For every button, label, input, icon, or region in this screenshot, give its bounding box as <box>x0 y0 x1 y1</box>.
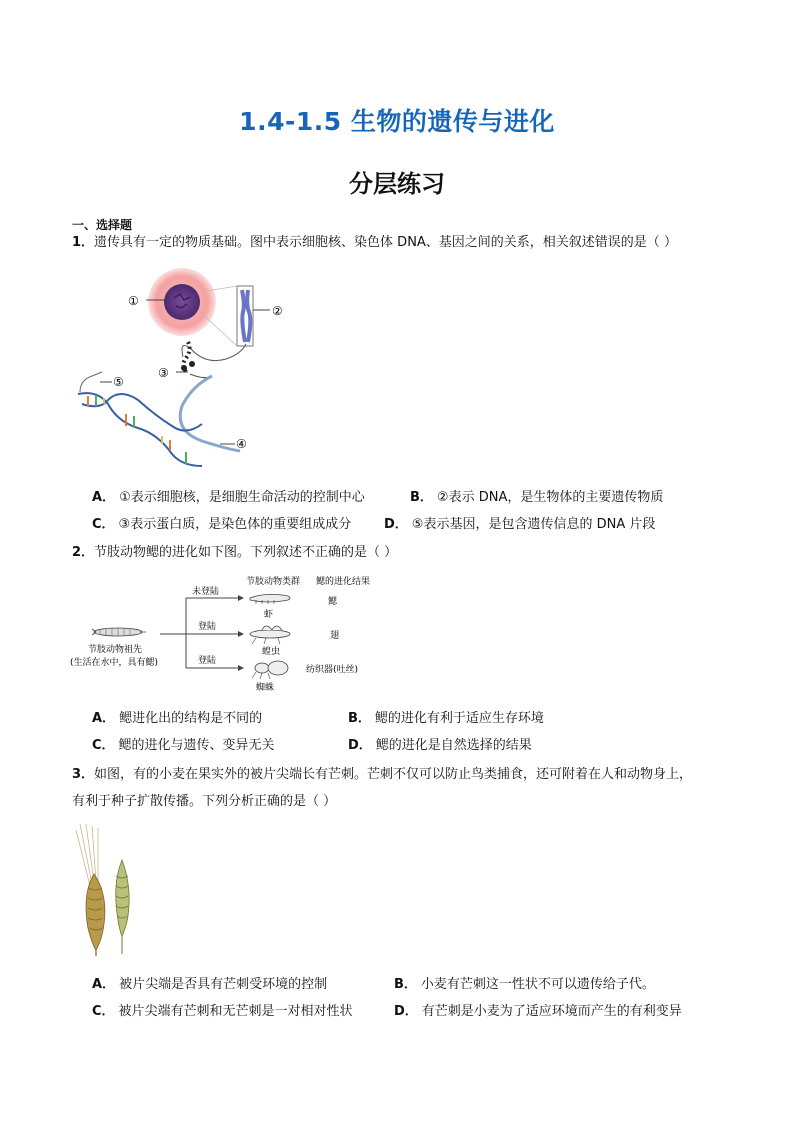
figure-label-5: ⑤ <box>113 375 124 389</box>
figure-label-3: ③ <box>158 366 169 380</box>
animal-label-2: 蝗虫 <box>262 647 281 657</box>
branch-label-2: 登陆 <box>198 622 217 632</box>
q1-option-d[interactable] <box>384 515 655 535</box>
question-1-stem <box>72 230 752 255</box>
figure-label-2: ② <box>272 304 283 318</box>
question-3-stem-line1 <box>72 762 752 787</box>
q3-option-d[interactable] <box>394 1002 682 1022</box>
branch-label-1: 未登陆 <box>192 587 220 597</box>
question-number: 2． <box>72 545 95 560</box>
q2-option-c[interactable] <box>92 736 275 756</box>
figure-label-4: ④ <box>236 437 247 451</box>
nucleus-shape <box>164 284 200 320</box>
option-letter: A． <box>92 490 116 505</box>
shrimp-icon <box>250 594 290 604</box>
result-label-1: 鳃 <box>328 597 338 607</box>
question-text: 如图，有的小麦在果实外的被片尖端长有芒刺。芒刺不仅可以防止鸟类捕食，还可附着在人和动物身上， <box>94 767 693 782</box>
section-heading: 一、选择题 <box>72 218 133 232</box>
option-text: ③表示蛋白质，是染色体的重要组成成分 <box>118 517 352 532</box>
q1-option-b[interactable] <box>410 488 663 508</box>
ancestor-note: (生活在水中，具有鳃) <box>70 658 159 668</box>
question-2-stem <box>72 540 752 565</box>
option-text: 鳃的进化有利于适应生存环境 <box>374 711 544 726</box>
locust-icon <box>250 626 290 644</box>
branch-label-3: 登陆 <box>198 656 217 666</box>
q1-option-a[interactable] <box>92 488 365 508</box>
option-letter: B． <box>394 977 417 992</box>
q3-option-b[interactable] <box>394 975 655 995</box>
chromosome-dna-figure <box>70 264 290 474</box>
ancestor-label: 节肢动物祖先 <box>88 645 143 655</box>
option-letter: D． <box>394 1004 418 1019</box>
animal-label-1: 虾 <box>264 610 274 620</box>
gill-evolution-figure <box>66 572 386 696</box>
option-letter: B． <box>410 490 433 505</box>
option-text: 小麦有芒刺这一性状不可以遗传给子代。 <box>420 977 655 992</box>
option-text: 有芒刺是小麦为了适应环境而产生的有利变异 <box>421 1004 682 1019</box>
option-text: ①表示细胞核，是细胞生命活动的控制中心 <box>119 490 365 505</box>
spider-icon <box>252 661 288 679</box>
option-letter: C． <box>92 1004 115 1019</box>
option-letter: C． <box>92 517 115 532</box>
question-text: 有利于种子扩散传播。下列分析正确的是（ ） <box>72 794 337 809</box>
option-text: ⑤表示基因，是包含遗传信息的 DNA 片段 <box>411 517 656 532</box>
option-text: ②表示 DNA，是生物体的主要遗传物质 <box>436 490 664 505</box>
question-3-stem-line2 <box>72 789 752 814</box>
option-text: 被片尖端有芒刺和无芒刺是一对相对性状 <box>118 1004 353 1019</box>
option-text: 鳃的进化是自然选择的结果 <box>375 738 532 753</box>
awnless-wheat-shape <box>116 860 129 954</box>
awned-wheat-shape <box>76 824 105 956</box>
q2-option-a[interactable] <box>92 709 262 729</box>
wheat-figure <box>70 824 142 956</box>
figure-label-1: ① <box>128 294 139 308</box>
page-title: 1.4-1.5 生物的遗传与进化 <box>239 107 555 136</box>
q1-option-c[interactable] <box>92 515 351 535</box>
option-letter: C． <box>92 738 115 753</box>
ancestor-shape <box>92 628 146 636</box>
question-text: 节肢动物鳃的进化如下图。下列叙述不正确的是（ ） <box>94 545 398 560</box>
page-subtitle: 分层练习 <box>349 170 445 198</box>
q2-option-d[interactable] <box>348 736 532 756</box>
header-group: 节肢动物类群 <box>246 577 301 587</box>
q3-option-a[interactable] <box>92 975 327 995</box>
option-letter: D． <box>348 738 372 753</box>
header-result: 鳃的进化结果 <box>316 577 371 587</box>
option-text: 被片尖端是否具有芒刺受环境的控制 <box>119 977 328 992</box>
option-text: 鳃进化出的结构是不同的 <box>119 711 263 726</box>
option-letter: D． <box>384 517 408 532</box>
result-label-3: 纺织器(吐丝) <box>306 665 359 675</box>
animal-label-3: 蜘蛛 <box>256 683 275 693</box>
q3-option-c[interactable] <box>92 1002 353 1022</box>
q2-option-b[interactable] <box>348 709 544 729</box>
option-text: 鳃的进化与遗传、变异无关 <box>118 738 275 753</box>
option-letter: B． <box>348 711 371 726</box>
result-label-2: 翅 <box>330 631 340 641</box>
chromosome-shape <box>242 290 250 342</box>
option-letter: A． <box>92 977 116 992</box>
question-number: 1． <box>72 235 95 250</box>
question-number: 3． <box>72 767 95 782</box>
option-letter: A． <box>92 711 116 726</box>
question-text: 遗传具有一定的物质基础。图中表示细胞核、染色体 DNA、基因之间的关系，相关叙述错误的是（ ） <box>94 235 677 250</box>
